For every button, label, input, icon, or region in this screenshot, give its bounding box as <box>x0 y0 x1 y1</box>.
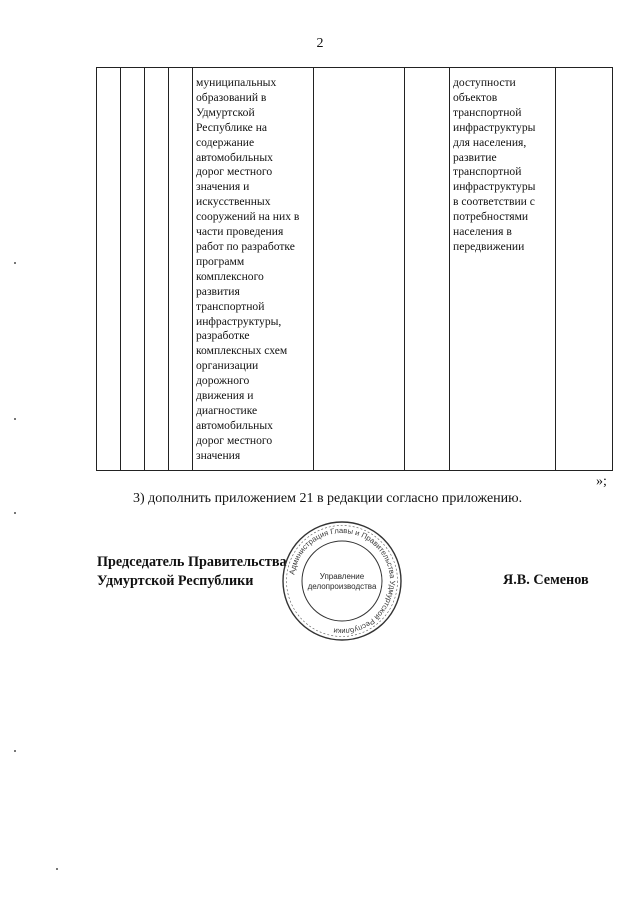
table-cell-empty <box>314 68 405 471</box>
signatory-name: Я.В. Семенов <box>503 572 589 588</box>
table-cell-empty <box>405 68 450 471</box>
official-stamp <box>280 519 404 643</box>
stamp-graphic <box>280 519 404 643</box>
table-cell-empty <box>97 68 121 471</box>
cell-description-text: муниципальных образований в Удмуртской Республике на содержание автомобильных дорог местного значения и искусственных сооружений на них в части проведения работ по разработке программ комплексного развития транспортной инфраструктуры, разработке комплексных схем организации дорожного движения и диагностике автомобильных дорог местного значения <box>196 76 300 462</box>
stamp-ring-text: Администрация Главы и Правительства Удмуртской Республики <box>287 525 398 637</box>
table-cell-empty <box>121 68 145 471</box>
document-table <box>96 67 613 471</box>
table-row <box>97 68 613 471</box>
table-cell-empty <box>556 68 613 471</box>
stamp-outer-ring <box>283 522 401 640</box>
scan-margin-dot <box>14 262 16 264</box>
table-cell-goal <box>450 68 556 471</box>
scan-margin-dot <box>56 868 58 870</box>
table-cell-empty <box>169 68 193 471</box>
scan-margin-dot <box>14 750 16 752</box>
table-cell-description <box>193 68 314 471</box>
cell-goal-text: доступности объектов транспортной инфраструктуры для населения, развитие транспортной инфраструктуры в соответствии с потребностями населения в передвижении <box>453 76 536 253</box>
signatory-title-line1: Председатель Правительства <box>97 554 287 570</box>
closing-quote-mark: »; <box>596 474 607 489</box>
scan-margin-dot <box>14 418 16 420</box>
table-cell-empty <box>145 68 169 471</box>
stamp-center-line2: делопроизводства <box>307 582 377 591</box>
amendment-paragraph: 3) дополнить приложением 21 в редакции согласно приложению. <box>133 491 523 506</box>
stamp-inner-ring <box>302 541 382 621</box>
stamp-center-line1: Управление <box>319 572 365 581</box>
page-number: 2 <box>316 36 324 51</box>
signatory-title-line2: Удмуртской Республики <box>97 573 254 589</box>
scan-margin-dot <box>14 512 16 514</box>
signatory-title <box>97 553 287 591</box>
